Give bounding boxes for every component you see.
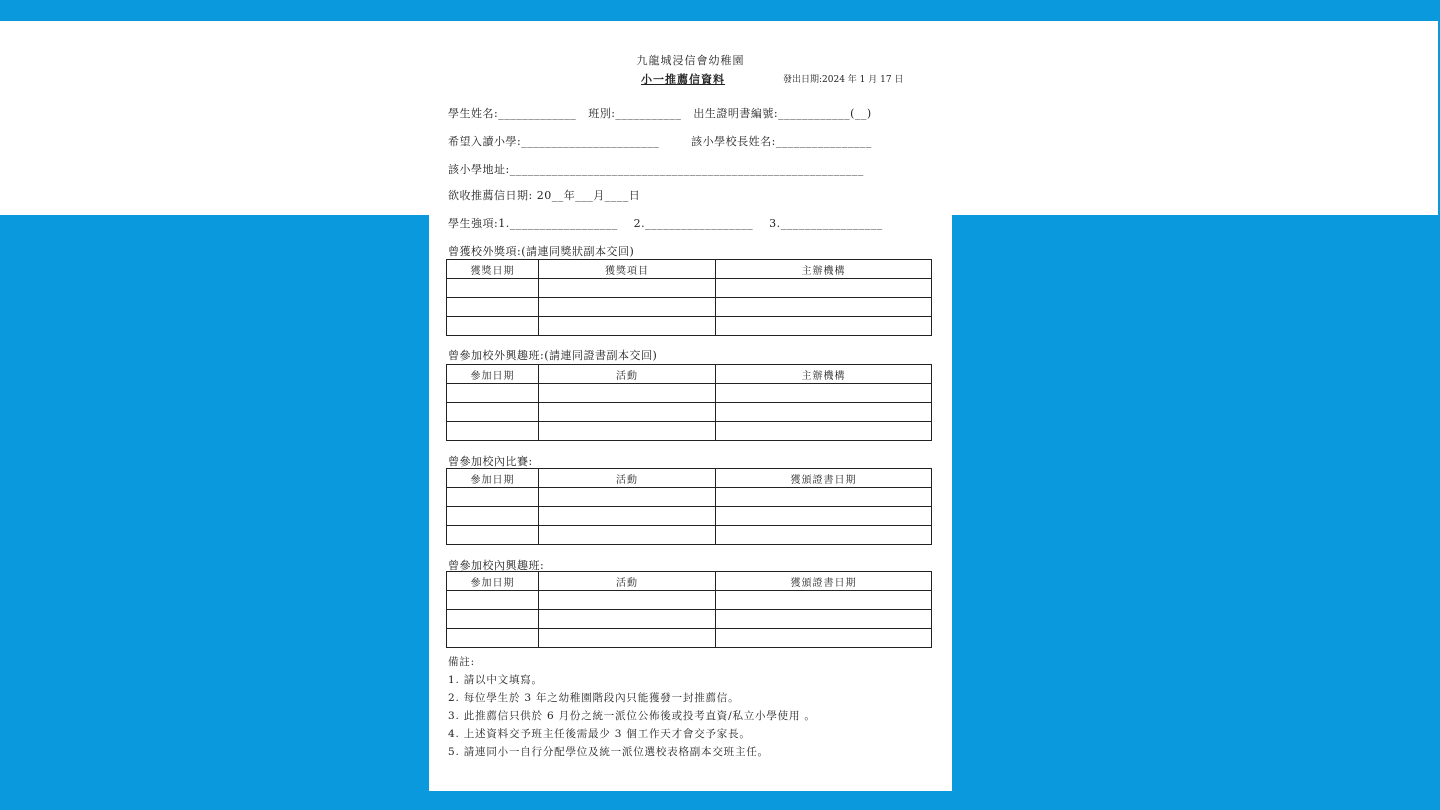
table-external-classes [446, 364, 932, 441]
table-header-row [447, 365, 932, 384]
table-cell[interactable] [539, 507, 716, 526]
header-cell: 活動 [539, 572, 716, 591]
table-cell[interactable] [447, 488, 539, 507]
table-cell[interactable] [539, 591, 716, 610]
section-title-external-awards: 曾獲校外獎項:(請連同獎狀副本交回) [448, 245, 635, 258]
section-title-internal-competitions: 曾參加校內比賽: [448, 455, 533, 468]
note-item: 2. 每位學生於 3 年之幼稚園階段內只能獲發一封推薦信。 [448, 692, 740, 704]
header-cell: 參加日期 [447, 365, 539, 384]
header-cell: 活動 [539, 365, 716, 384]
table-cell[interactable] [716, 591, 932, 610]
header-cell: 參加日期 [447, 572, 539, 591]
header-cell: 主辦機構 [716, 365, 932, 384]
table-header-row [447, 572, 932, 591]
header-cell: 獲獎項目 [539, 260, 716, 279]
table-cell[interactable] [447, 384, 539, 403]
table-cell[interactable] [539, 403, 716, 422]
table-cell[interactable] [447, 422, 539, 441]
table-cell[interactable] [716, 298, 932, 317]
header-cell: 獲頒證書日期 [716, 469, 932, 488]
table-row [447, 507, 932, 526]
table-cell[interactable] [539, 610, 716, 629]
table-cell[interactable] [539, 422, 716, 441]
target-school-line: 希望入讀小學:_______________________ 該小學校長姓名:________________ [448, 135, 872, 148]
header-cell: 活動 [539, 469, 716, 488]
header-cell: 主辦機構 [716, 260, 932, 279]
table-cell[interactable] [716, 422, 932, 441]
school-name: 九龍城浸信會幼稚園 [636, 54, 745, 67]
table-cell[interactable] [447, 403, 539, 422]
table-row [447, 629, 932, 648]
table-cell[interactable] [716, 629, 932, 648]
table-cell[interactable] [447, 610, 539, 629]
table-row [447, 526, 932, 545]
notes-block [448, 653, 816, 761]
table-cell[interactable] [539, 279, 716, 298]
table-cell[interactable] [447, 526, 539, 545]
table-row [447, 298, 932, 317]
student-info-line: 學生姓名:_____________ 班別:___________ 出生證明書編號:____________(__) [448, 107, 872, 120]
note-item: 4. 上述資料交予班主任後需最少 3 個工作天才會交予家長。 [448, 728, 751, 740]
table-cell[interactable] [716, 279, 932, 298]
table-cell[interactable] [716, 384, 932, 403]
table-cell[interactable] [447, 298, 539, 317]
receive-date-line: 欲收推薦信日期: 20__年___月____日 [448, 189, 641, 202]
table-row [447, 488, 932, 507]
table-cell[interactable] [447, 507, 539, 526]
table-cell[interactable] [447, 591, 539, 610]
table-cell[interactable] [716, 317, 932, 336]
table-row [447, 422, 932, 441]
table-row [447, 610, 932, 629]
table-row [447, 384, 932, 403]
table-header-row [447, 260, 932, 279]
table-cell[interactable] [447, 629, 539, 648]
table-internal-competitions [446, 468, 932, 545]
table-cell[interactable] [716, 488, 932, 507]
table-cell[interactable] [539, 526, 716, 545]
header-cell: 參加日期 [447, 469, 539, 488]
table-cell[interactable] [716, 403, 932, 422]
note-item: 3. 此推薦信只供於 6 月份之統一派位公佈後或投考直資/私立小學使用 。 [448, 710, 816, 722]
note-item: 1. 請以中文填寫。 [448, 674, 543, 686]
section-title-external-classes: 曾參加校外興趣班:(請連同證書副本交回) [448, 349, 658, 362]
school-address-line: 該小學地址:___________________________________________________________ [448, 163, 864, 176]
table-cell[interactable] [716, 507, 932, 526]
table-cell[interactable] [447, 317, 539, 336]
table-cell[interactable] [716, 610, 932, 629]
notes-title: 備註: [448, 656, 475, 668]
strengths-line: 學生強項:1.__________________ 2.__________________ 3._________________ [448, 217, 883, 230]
table-cell[interactable] [539, 629, 716, 648]
header-cell: 獲頒證書日期 [716, 572, 932, 591]
table-cell[interactable] [447, 279, 539, 298]
header-cell: 獲獎日期 [447, 260, 539, 279]
table-cell[interactable] [539, 384, 716, 403]
table-cell[interactable] [716, 526, 932, 545]
table-cell[interactable] [539, 317, 716, 336]
document-title: 小一推薦信資料 [641, 73, 725, 86]
table-external-awards [446, 259, 932, 336]
table-cell[interactable] [539, 298, 716, 317]
table-row [447, 279, 932, 298]
note-item: 5. 請連同小一自行分配學位及統一派位選校表格副本交班主任。 [448, 746, 769, 758]
table-row [447, 403, 932, 422]
document-page [429, 21, 952, 791]
table-row [447, 591, 932, 610]
table-header-row [447, 469, 932, 488]
table-internal-classes [446, 571, 932, 648]
section-title-internal-classes: 曾參加校內興趣班: [448, 559, 545, 572]
issue-date: 發出日期:2024 年 1 月 17 日 [783, 75, 904, 85]
table-cell[interactable] [539, 488, 716, 507]
table-row [447, 317, 932, 336]
